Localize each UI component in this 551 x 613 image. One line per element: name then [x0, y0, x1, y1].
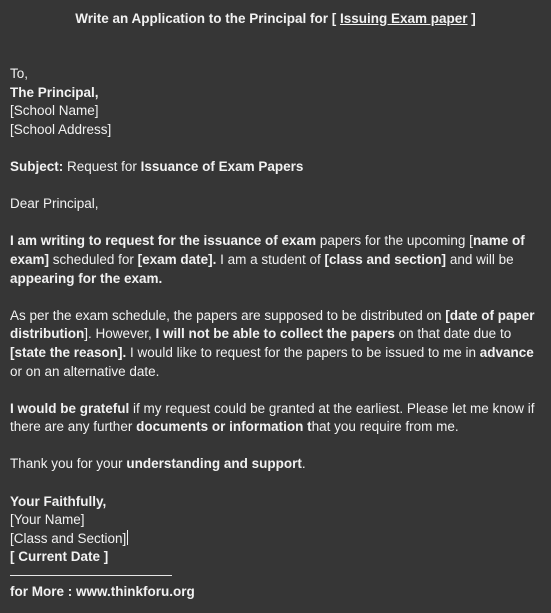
letter-body — [10, 65, 542, 602]
your-name: [Your Name] — [10, 512, 85, 528]
sign-off-label: Your Faithfully, — [10, 493, 107, 509]
p1-s3: name of exam] — [10, 233, 525, 267]
p1-s9: appearing for the exam. — [10, 270, 163, 286]
sign-off — [10, 493, 542, 512]
title-prefix: Write an Application to the Principal for [ — [75, 11, 337, 26]
current-date-label: [ Current Date ] — [10, 549, 109, 565]
class-section-label: [Class and Section] — [10, 530, 127, 546]
to-line: To, — [10, 66, 29, 81]
p2-s6: [state the reason]. — [10, 344, 127, 360]
title-suffix: ] — [471, 11, 476, 26]
p2-s2: [date of paper distribution — [10, 307, 535, 342]
p1-s1: I am writing to request for the issuance of exam — [10, 233, 317, 249]
p1-s7: [class and section] — [324, 251, 447, 267]
p2-s1: As per the exam schedule, the papers are supposed to be distributed on — [10, 307, 442, 323]
p1-s6: I am a student of — [220, 251, 321, 267]
p3-s1: I would be grateful — [10, 400, 130, 416]
p2-s9: or on an alternative date. — [10, 363, 160, 379]
page-title — [0, 10, 551, 29]
subject-text: Request for — [67, 158, 137, 174]
paragraph-1 — [10, 232, 542, 288]
paragraph-4 — [10, 455, 542, 474]
class-section — [10, 530, 542, 549]
p3-s2: if my request could be granted at the earliest. Please let me know if there are any further — [10, 400, 535, 435]
subject-topic: Issuance of Exam Papers — [140, 158, 304, 174]
current-date — [10, 548, 542, 567]
paragraph-2 — [10, 307, 542, 381]
title-topic: Issuing Exam paper — [339, 11, 468, 26]
subject-label: Subject: — [10, 158, 64, 174]
p1-s5: [exam date]. — [137, 251, 217, 267]
paragraph-3 — [10, 400, 542, 437]
p3-s4: hat you require from me. — [311, 419, 459, 435]
p2-s8: advance — [479, 344, 534, 360]
p4-s1: Thank you for your — [10, 456, 123, 472]
subject-line — [10, 158, 542, 177]
footer-link[interactable]: for More : www.thinkforu.org — [10, 584, 195, 600]
p2-s7: I would like to request for the papers to be issued to me in — [130, 344, 476, 360]
p1-s4: scheduled for — [52, 251, 134, 267]
school-address: [School Address] — [10, 121, 112, 137]
p4-s3: . — [301, 456, 306, 472]
recipient-label: The Principal, — [10, 84, 99, 100]
salutation: Dear Principal, — [10, 196, 99, 212]
divider — [10, 575, 172, 576]
p3-s3: documents or information t — [136, 419, 312, 435]
p1-s8: and will be — [449, 251, 514, 267]
p2-s4: I will not be able to collect the papers — [155, 326, 395, 342]
text-cursor — [127, 530, 128, 545]
p2-s3: ]. However, — [84, 326, 152, 342]
p2-s5: on that date due to — [398, 326, 512, 342]
p1-s2: papers for the upcoming [ — [319, 233, 473, 249]
p4-s2: understanding and support — [126, 456, 302, 472]
school-name: [School Name] — [10, 103, 99, 119]
recipient — [10, 84, 542, 103]
